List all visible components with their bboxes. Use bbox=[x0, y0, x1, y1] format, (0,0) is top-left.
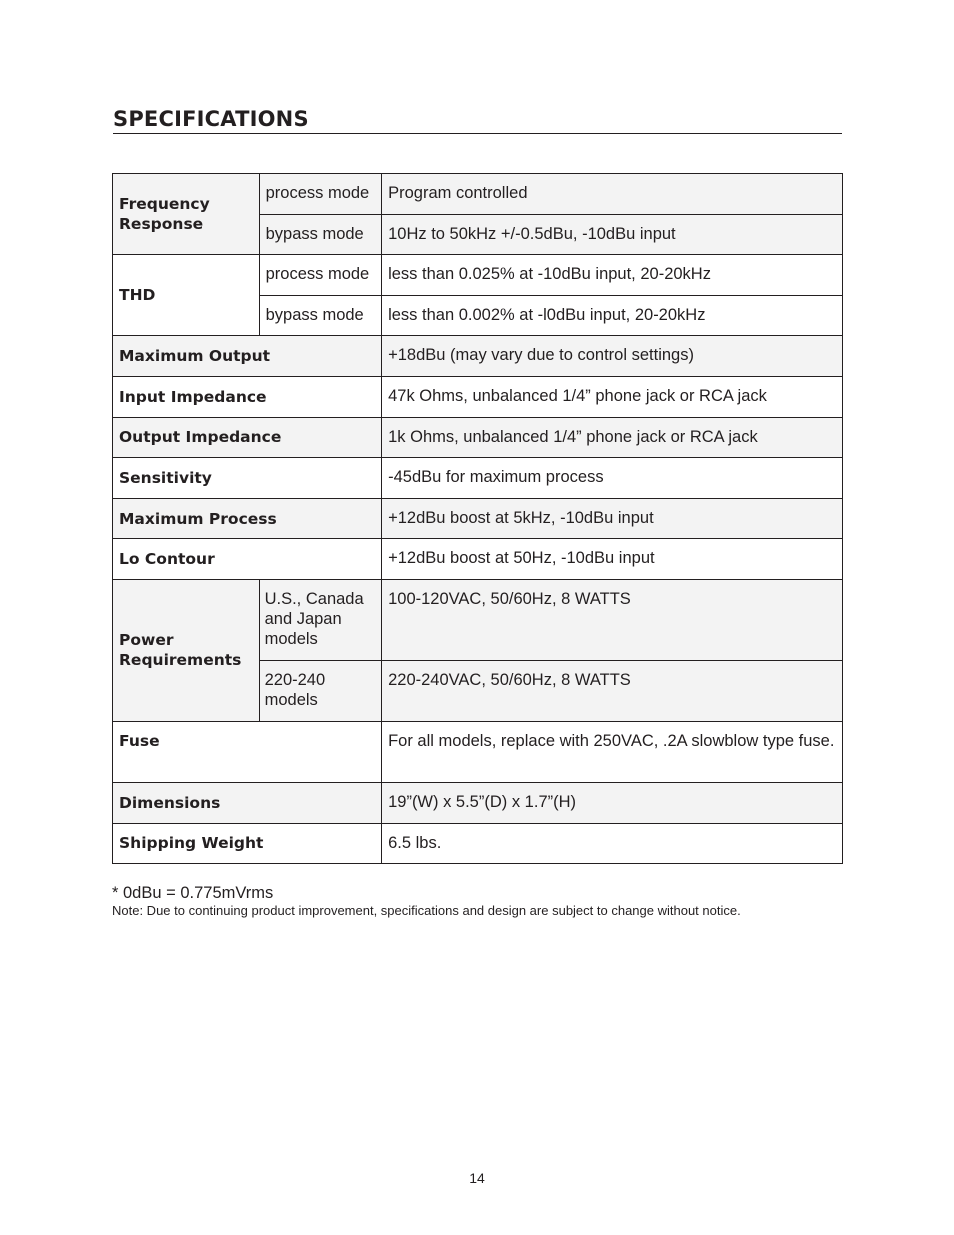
thd-bypass-mode-value: less than 0.002% at -l0dBu input, 20-20kHz bbox=[382, 295, 843, 336]
fuse-value: For all models, replace with 250VAC, .2A slowblow type fuse. bbox=[382, 721, 843, 782]
table-row bbox=[113, 498, 843, 539]
table-row bbox=[113, 579, 843, 660]
maximum-output-value: +18dBu (may vary due to control settings) bbox=[382, 336, 843, 377]
input-impedance-label: Input Impedance bbox=[113, 376, 382, 417]
dbu-footnote: * 0dBu = 0.775mVrms bbox=[112, 884, 274, 902]
table-row bbox=[113, 539, 843, 580]
power-us-label: U.S., Canada and Japan models bbox=[259, 579, 382, 660]
power-intl-label: 220-240 models bbox=[259, 660, 382, 721]
table-row bbox=[113, 255, 843, 296]
frequency-response-label: Frequency Response bbox=[113, 174, 260, 255]
table-row bbox=[113, 417, 843, 458]
dimensions-label: Dimensions bbox=[113, 782, 382, 823]
frequency-process-mode-value: Program controlled bbox=[382, 174, 843, 215]
table-row bbox=[113, 823, 843, 864]
shipping-weight-value: 6.5 lbs. bbox=[382, 823, 843, 864]
thd-process-mode-label: process mode bbox=[259, 255, 382, 296]
maximum-process-value: +12dBu boost at 5kHz, -10dBu input bbox=[382, 498, 843, 539]
maximum-process-label: Maximum Process bbox=[113, 498, 382, 539]
frequency-bypass-mode-value: 10Hz to 50kHz +/-0.5dBu, -10dBu input bbox=[382, 214, 843, 255]
table-row bbox=[113, 174, 843, 215]
table-row bbox=[113, 458, 843, 499]
output-impedance-value: 1k Ohms, unbalanced 1/4” phone jack or RCA jack bbox=[382, 417, 843, 458]
thd-label: THD bbox=[113, 255, 260, 336]
table-row bbox=[113, 336, 843, 377]
power-intl-value: 220-240VAC, 50/60Hz, 8 WATTS bbox=[382, 660, 843, 721]
specifications-table bbox=[112, 173, 843, 864]
table-row bbox=[113, 782, 843, 823]
input-impedance-value: 47k Ohms, unbalanced 1/4” phone jack or RCA jack bbox=[382, 376, 843, 417]
output-impedance-label: Output Impedance bbox=[113, 417, 382, 458]
sensitivity-label: Sensitivity bbox=[113, 458, 382, 499]
thd-process-mode-value: less than 0.025% at -10dBu input, 20-20kHz bbox=[382, 255, 843, 296]
maximum-output-label: Maximum Output bbox=[113, 336, 382, 377]
shipping-weight-label: Shipping Weight bbox=[113, 823, 382, 864]
power-us-value: 100-120VAC, 50/60Hz, 8 WATTS bbox=[382, 579, 843, 660]
fuse-label: Fuse bbox=[113, 721, 382, 782]
page-number: 14 bbox=[469, 1170, 485, 1186]
frequency-bypass-mode-label: bypass mode bbox=[259, 214, 382, 255]
frequency-process-mode-label: process mode bbox=[259, 174, 382, 215]
dimensions-value: 19”(W) x 5.5”(D) x 1.7”(H) bbox=[382, 782, 843, 823]
power-requirements-label: Power Requirements bbox=[113, 579, 260, 721]
page-title: SPECIFICATIONS bbox=[113, 106, 842, 134]
lo-contour-value: +12dBu boost at 50Hz, -10dBu input bbox=[382, 539, 843, 580]
disclaimer-note: Note: Due to continuing product improvement, specifications and design are subject to change without notice. bbox=[112, 903, 741, 918]
table-row bbox=[113, 376, 843, 417]
sensitivity-value: -45dBu for maximum process bbox=[382, 458, 843, 499]
table-row bbox=[113, 721, 843, 782]
thd-bypass-mode-label: bypass mode bbox=[259, 295, 382, 336]
lo-contour-label: Lo Contour bbox=[113, 539, 382, 580]
